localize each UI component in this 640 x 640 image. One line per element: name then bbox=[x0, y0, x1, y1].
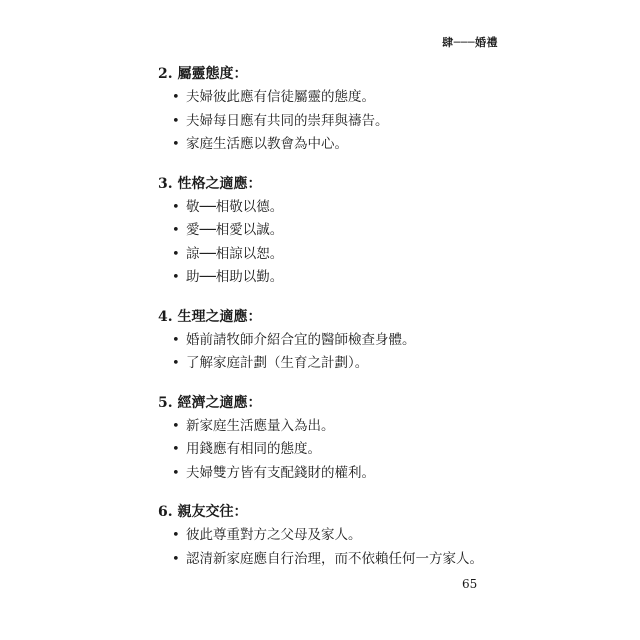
bullet-list bbox=[158, 415, 538, 486]
list-item-text: 助──相助以勤。 bbox=[186, 269, 284, 285]
bullet-icon: • bbox=[172, 246, 180, 262]
list-item-text: 夫婦雙方皆有支配錢財的權利。 bbox=[186, 464, 375, 481]
bullet-list bbox=[158, 524, 538, 571]
list-item-text: 家庭生活應以教會為中心。 bbox=[186, 136, 348, 152]
bullet-icon: • bbox=[172, 223, 180, 238]
list-item-text: 彼此尊重對方之父母及家人。 bbox=[186, 527, 362, 543]
bullet-icon: • bbox=[172, 356, 180, 371]
section-physical-adjustment bbox=[158, 307, 538, 376]
list-item-text: 認清新家庭應自行治理，而不依賴任何一方家人。 bbox=[186, 550, 483, 567]
list-item bbox=[158, 329, 538, 353]
bullet-icon: • bbox=[172, 528, 180, 543]
list-item bbox=[158, 243, 538, 267]
bullet-icon: • bbox=[172, 199, 180, 215]
list-item-text: 新家庭生活應量入為出。 bbox=[186, 417, 335, 434]
list-item-text: 愛──相愛以誠。 bbox=[186, 222, 284, 238]
list-item bbox=[158, 110, 538, 134]
list-item bbox=[158, 415, 538, 439]
list-item bbox=[158, 438, 538, 462]
bullet-icon: • bbox=[172, 137, 180, 152]
list-item-text: 敬──相敬以德。 bbox=[186, 198, 284, 215]
list-item-text: 了解家庭計劃（生育之計劃）。 bbox=[186, 355, 369, 371]
bullet-icon: • bbox=[172, 442, 180, 457]
bullet-list bbox=[158, 329, 538, 376]
list-item-text: 諒──相諒以恕。 bbox=[186, 245, 284, 262]
list-item-text: 夫婦每日應有共同的崇拜與禱告。 bbox=[186, 112, 389, 129]
bullet-icon: • bbox=[172, 90, 180, 105]
bullet-list bbox=[158, 86, 538, 157]
bullet-icon: • bbox=[172, 418, 180, 434]
list-item bbox=[158, 219, 538, 243]
list-item bbox=[158, 86, 538, 110]
list-item bbox=[158, 462, 538, 486]
list-item-text: 婚前請牧師介紹合宜的醫師檢查身體。 bbox=[186, 331, 416, 348]
section-personality-adjustment bbox=[158, 174, 538, 290]
section-heading: 5. 經濟之適應： bbox=[158, 394, 262, 411]
list-item bbox=[158, 133, 538, 157]
section-relatives-relations bbox=[158, 502, 538, 571]
running-header: 肆───婚禮 bbox=[442, 36, 498, 49]
section-heading: 2. 屬靈態度： bbox=[158, 66, 248, 82]
list-item bbox=[158, 196, 538, 220]
section-spiritual-attitude bbox=[158, 64, 538, 157]
section-heading: 6. 親友交往： bbox=[158, 504, 248, 520]
list-item-text: 用錢應有相同的態度。 bbox=[186, 441, 321, 457]
list-item bbox=[158, 266, 538, 290]
bullet-icon: • bbox=[172, 270, 180, 285]
list-item bbox=[158, 524, 538, 548]
bullet-icon: • bbox=[172, 113, 180, 129]
section-economic-adjustment bbox=[158, 393, 538, 486]
section-heading: 4. 生理之適應： bbox=[158, 308, 262, 325]
bullet-icon: • bbox=[172, 551, 180, 567]
bullet-icon: • bbox=[172, 465, 180, 481]
section-list bbox=[158, 64, 538, 588]
list-item bbox=[158, 352, 538, 376]
bullet-list bbox=[158, 196, 538, 290]
list-item-text: 夫婦彼此應有信徒屬靈的態度。 bbox=[186, 89, 375, 105]
page-number: 65 bbox=[462, 577, 478, 591]
bullet-icon: • bbox=[172, 332, 180, 348]
section-heading: 3. 性格之適應： bbox=[158, 175, 262, 192]
list-item bbox=[158, 548, 538, 572]
